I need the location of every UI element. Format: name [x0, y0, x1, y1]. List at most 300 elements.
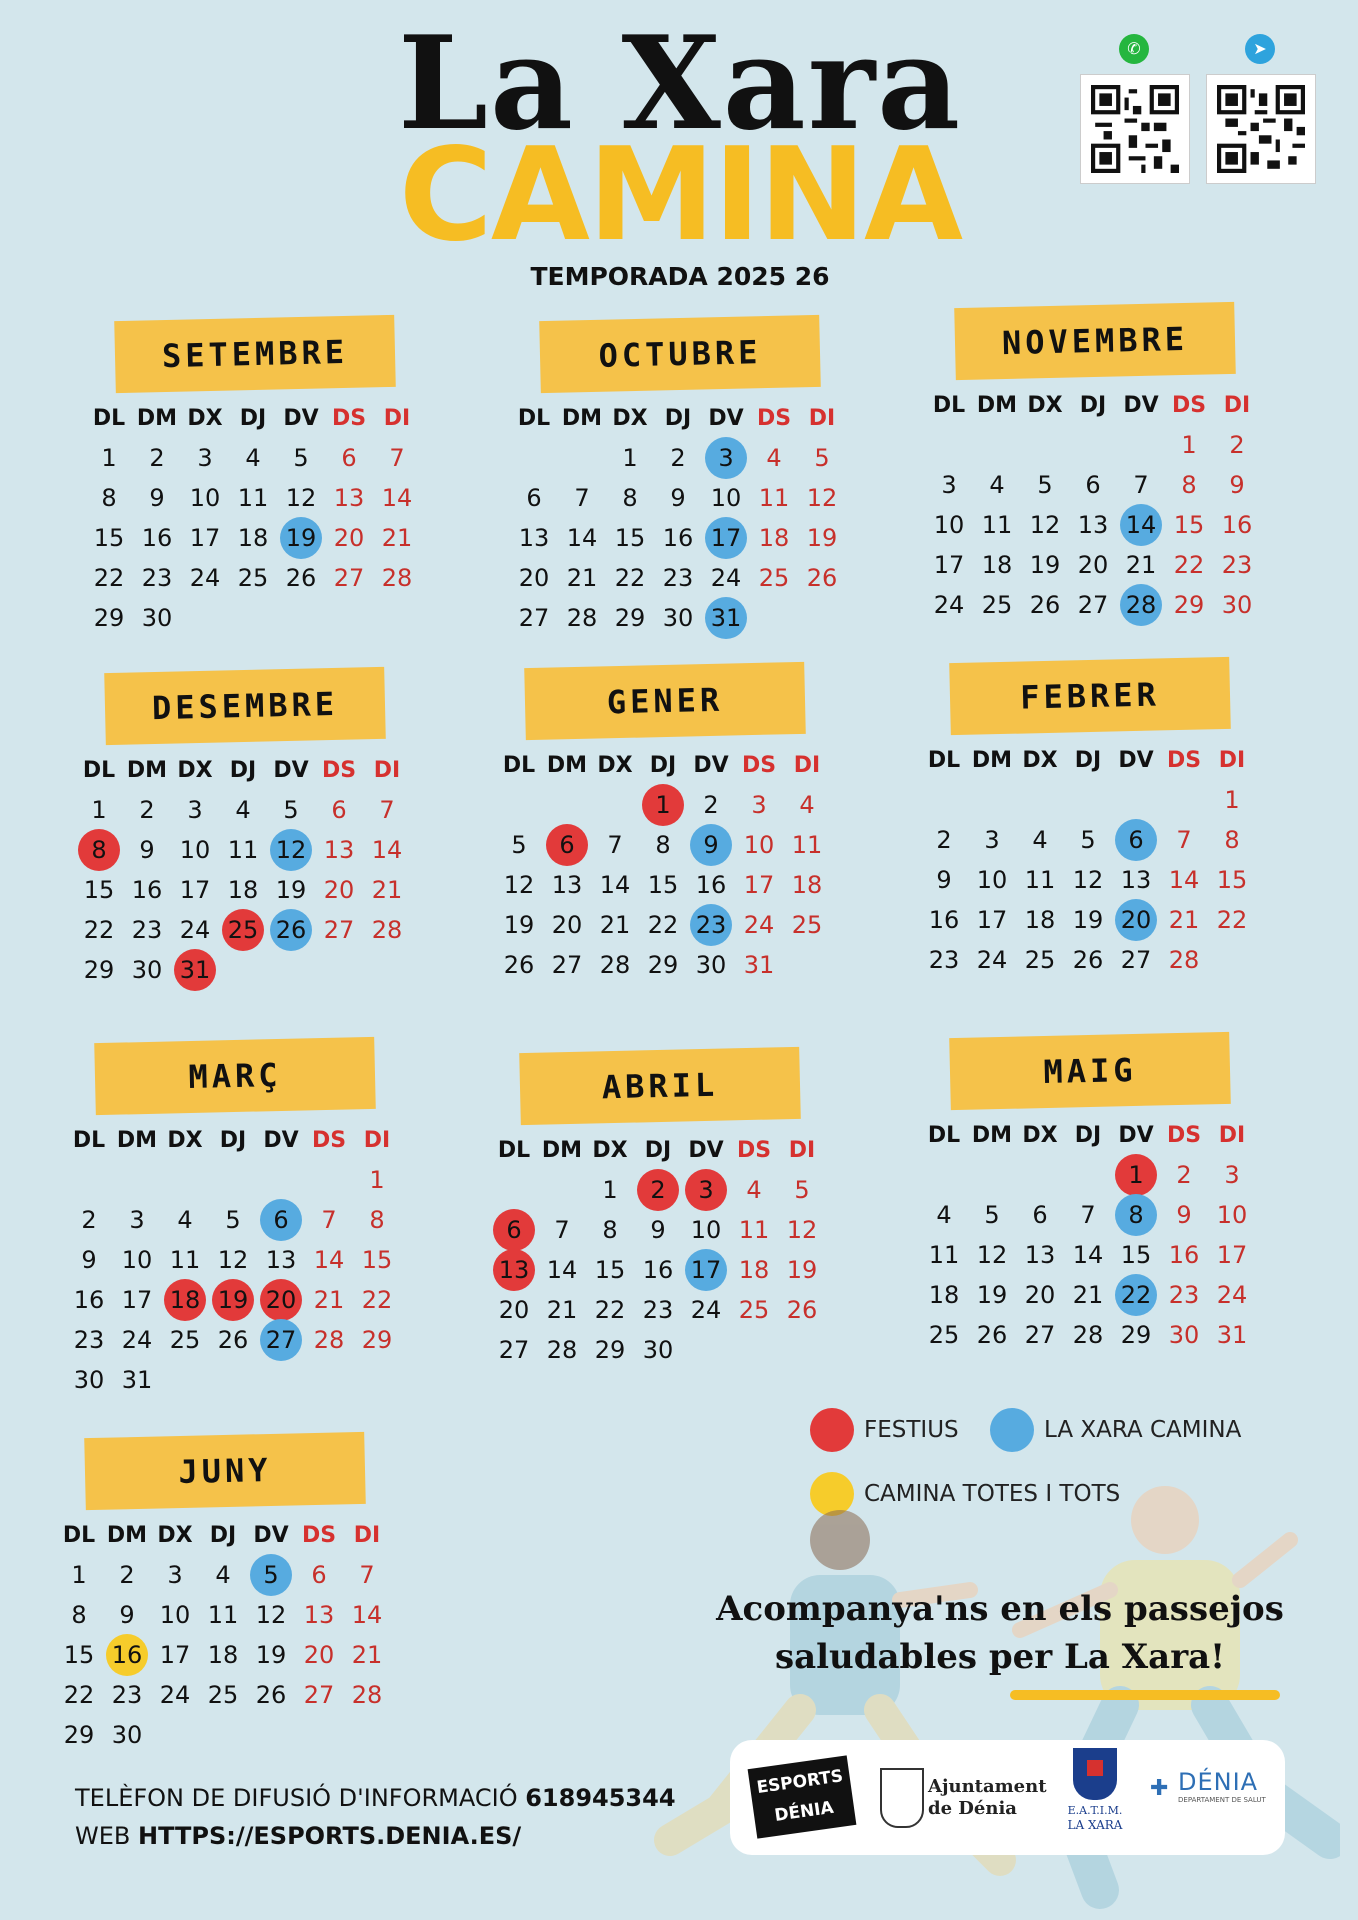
day-cell — [968, 1237, 1016, 1273]
day-number: 25 — [237, 564, 269, 592]
day-number: 12 — [285, 484, 317, 512]
day-number: 22 — [594, 1296, 626, 1324]
day-number: 10 — [159, 1601, 191, 1629]
day-cell — [103, 1677, 151, 1713]
day-cell — [65, 1242, 113, 1278]
weekday-header: DL — [82, 758, 116, 783]
walk-day-cell — [682, 1252, 730, 1288]
day-number: 19 — [786, 1256, 818, 1284]
denia-logo-subtitle: DEPARTAMENT DE SALUT — [1178, 1796, 1266, 1804]
day-cell — [702, 560, 750, 596]
empty-day-cell — [968, 1157, 1016, 1193]
day-cell — [1213, 427, 1261, 463]
day-cell — [199, 1557, 247, 1593]
day-number: 3 — [705, 437, 747, 479]
day-cell — [639, 867, 687, 903]
day-cell — [133, 520, 181, 556]
day-cell — [1016, 1237, 1064, 1273]
day-number: 14 — [313, 1246, 345, 1274]
day-cell — [113, 1242, 161, 1278]
day-number: 7 — [379, 796, 395, 824]
empty-day-cell — [1064, 1157, 1112, 1193]
day-number: 28 — [313, 1326, 345, 1354]
day-cell — [1165, 507, 1213, 543]
day-number: 13 — [303, 1601, 335, 1629]
day-cell — [1021, 507, 1069, 543]
day-cell — [538, 1332, 586, 1368]
day-cell — [1064, 1197, 1112, 1233]
day-number: 21 — [1125, 551, 1157, 579]
day-cell — [161, 1322, 209, 1358]
day-cell — [778, 1172, 826, 1208]
day-cell — [113, 1322, 161, 1358]
day-number: 6 — [311, 1561, 327, 1589]
day-cell — [1112, 862, 1160, 898]
weekday-header: DV — [708, 406, 744, 431]
day-cell — [103, 1597, 151, 1633]
day-cell — [1016, 862, 1064, 898]
day-number: 28 — [1168, 946, 1200, 974]
day-number: 21 — [1168, 906, 1200, 934]
holiday-day-cell — [634, 1172, 682, 1208]
telegram-qr[interactable] — [1206, 34, 1314, 184]
slogan — [700, 1585, 1300, 1681]
weekday-header: DV — [283, 406, 319, 431]
weekday-header: DS — [331, 406, 367, 431]
day-number: 15 — [63, 1641, 95, 1669]
day-number: 17 — [1216, 1241, 1248, 1269]
day-number: 27 — [518, 604, 550, 632]
day-cell — [973, 507, 1021, 543]
denia-logo-name: DÉNIA — [1178, 1768, 1259, 1796]
day-cell — [229, 480, 277, 516]
day-cell — [606, 480, 654, 516]
day-number: 14 — [1168, 866, 1200, 894]
day-number: 1 — [71, 1561, 87, 1589]
day-number: 12 — [255, 1601, 287, 1629]
day-cell — [123, 872, 171, 908]
day-number: 19 — [275, 876, 307, 904]
day-cell — [305, 1282, 353, 1318]
weekday-header: DI — [363, 1128, 391, 1153]
weekday-header: DV — [263, 1128, 299, 1153]
day-cell — [606, 560, 654, 596]
weekday-header: DV — [693, 753, 729, 778]
day-number: 2 — [149, 444, 165, 472]
day-cell — [1016, 942, 1064, 978]
day-cell — [247, 1677, 295, 1713]
weekday-header: DV — [273, 758, 309, 783]
day-number: 17 — [685, 1249, 727, 1291]
day-cell — [75, 872, 123, 908]
day-number: 29 — [647, 951, 679, 979]
whatsapp-qr[interactable] — [1080, 34, 1188, 184]
day-number: 27 — [303, 1681, 335, 1709]
day-cell — [123, 832, 171, 868]
day-cell — [1208, 1277, 1256, 1313]
day-number: 11 — [169, 1246, 201, 1274]
day-number: 1 — [101, 444, 117, 472]
day-number: 8 — [78, 829, 120, 871]
day-number: 27 — [260, 1319, 302, 1361]
day-cell — [1160, 942, 1208, 978]
day-cell — [1160, 822, 1208, 858]
departament-salut-cross-icon: ✚ — [1150, 1776, 1169, 1801]
day-number: 19 — [976, 1281, 1008, 1309]
day-number: 25 — [207, 1681, 239, 1709]
day-cell — [490, 1292, 538, 1328]
walk-day-cell — [702, 440, 750, 476]
day-cell — [315, 832, 363, 868]
day-number: 24 — [710, 564, 742, 592]
day-number: 11 — [227, 836, 259, 864]
day-cell — [161, 1242, 209, 1278]
day-number: 24 — [976, 946, 1008, 974]
day-number: 8 — [622, 484, 638, 512]
empty-day-cell — [920, 1157, 968, 1193]
day-cell — [65, 1202, 113, 1238]
weekday-header: DS — [1166, 748, 1202, 773]
day-number: 22 — [361, 1286, 393, 1314]
day-number: 10 — [976, 866, 1008, 894]
day-number: 2 — [936, 826, 952, 854]
day-number: 20 — [260, 1279, 302, 1321]
day-cell — [181, 480, 229, 516]
day-number: 3 — [187, 796, 203, 824]
day-cell — [1117, 467, 1165, 503]
day-cell — [925, 467, 973, 503]
walk-day-cell — [702, 600, 750, 636]
day-number: 20 — [1077, 551, 1109, 579]
day-number: 16 — [928, 906, 960, 934]
legend-label-holidays: FESTIUS — [864, 1417, 959, 1443]
weekday-header: DI — [353, 1523, 381, 1548]
empty-day-cell — [209, 1162, 257, 1198]
walk-day-cell — [1112, 822, 1160, 858]
day-cell — [920, 942, 968, 978]
day-cell — [920, 822, 968, 858]
empty-day-cell — [1117, 427, 1165, 463]
weekday-header: DX — [592, 1138, 628, 1163]
day-number: 9 — [1229, 471, 1245, 499]
day-number: 10 — [710, 484, 742, 512]
weekday-header: DS — [736, 1138, 772, 1163]
day-number: 25 — [738, 1296, 770, 1324]
day-number: 20 — [551, 911, 583, 939]
day-number: 15 — [614, 524, 646, 552]
day-cell — [920, 1277, 968, 1313]
empty-day-cell — [543, 787, 591, 823]
day-number: 2 — [1176, 1161, 1192, 1189]
day-number: 13 — [551, 871, 583, 899]
day-cell — [65, 1362, 113, 1398]
day-cell — [171, 832, 219, 868]
phone-number[interactable]: 618945344 — [525, 1784, 676, 1812]
day-cell — [1069, 547, 1117, 583]
day-number: 4 — [799, 791, 815, 819]
qr-code-whatsapp[interactable] — [1080, 74, 1190, 184]
day-number: 14 — [371, 836, 403, 864]
empty-day-cell — [495, 787, 543, 823]
day-cell — [151, 1637, 199, 1673]
day-cell — [373, 520, 421, 556]
weekday-header: DS — [1171, 393, 1207, 418]
legend-item-walks — [990, 1408, 1241, 1452]
day-number: 26 — [285, 564, 317, 592]
day-cell — [586, 1292, 634, 1328]
weekday-header: DL — [502, 753, 536, 778]
day-number: 3 — [129, 1206, 145, 1234]
month-calendar — [55, 1435, 395, 1753]
weekday-header: DL — [932, 393, 966, 418]
day-cell — [1165, 547, 1213, 583]
day-cell — [209, 1242, 257, 1278]
empty-day-cell — [920, 782, 968, 818]
weekday-header: DJ — [239, 406, 267, 431]
day-number: 4 — [245, 444, 261, 472]
day-number: 23 — [1168, 1281, 1200, 1309]
day-number: 23 — [111, 1681, 143, 1709]
weekday-header: DM — [561, 406, 603, 431]
day-number: 3 — [984, 826, 1000, 854]
day-number: 21 — [381, 524, 413, 552]
day-cell — [968, 1317, 1016, 1353]
holiday-day-cell — [161, 1282, 209, 1318]
holiday-day-cell — [543, 827, 591, 863]
month-calendar — [920, 660, 1260, 978]
empty-day-cell — [113, 1162, 161, 1198]
day-number: 19 — [1072, 906, 1104, 934]
day-number: 21 — [566, 564, 598, 592]
month-title: OCTUBRE — [539, 315, 821, 393]
day-number: 21 — [1072, 1281, 1104, 1309]
day-number: 2 — [139, 796, 155, 824]
weekday-header: DM — [136, 406, 178, 431]
day-number: 24 — [189, 564, 221, 592]
contact-phone — [75, 1784, 676, 1812]
day-cell — [1160, 1157, 1208, 1193]
denia-departament-salut-logo — [1178, 1768, 1266, 1804]
day-number: 11 — [237, 484, 269, 512]
day-number: 20 — [498, 1296, 530, 1324]
empty-day-cell — [925, 427, 973, 463]
day-cell — [543, 867, 591, 903]
day-cell — [161, 1202, 209, 1238]
day-cell — [295, 1637, 343, 1673]
walk-day-cell — [247, 1557, 295, 1593]
holiday-day-cell — [639, 787, 687, 823]
day-cell — [920, 902, 968, 938]
day-number: 20 — [333, 524, 365, 552]
day-number: 27 — [323, 916, 355, 944]
month-title: JUNY — [84, 1432, 366, 1510]
month-day-grid — [75, 754, 415, 988]
title-line-2: CAMINA — [398, 121, 962, 270]
day-cell — [1016, 902, 1064, 938]
day-number: 20 — [518, 564, 550, 592]
day-number: 28 — [599, 951, 631, 979]
day-cell — [968, 862, 1016, 898]
weekday-header: DL — [497, 1138, 531, 1163]
day-cell — [735, 867, 783, 903]
day-number: 2 — [1229, 431, 1245, 459]
day-cell — [363, 832, 411, 868]
day-cell — [538, 1252, 586, 1288]
day-cell — [558, 600, 606, 636]
weekday-header: DV — [1118, 1123, 1154, 1148]
day-cell — [113, 1282, 161, 1318]
day-number: 16 — [1168, 1241, 1200, 1269]
ajuntament-logo-line-2: de Dénia — [928, 1798, 1017, 1819]
day-number: 25 — [222, 909, 264, 951]
day-cell — [750, 560, 798, 596]
day-cell — [558, 560, 606, 596]
day-number: 26 — [217, 1326, 249, 1354]
day-cell — [730, 1292, 778, 1328]
weekday-header: DS — [321, 758, 357, 783]
month-title: FEBRER — [949, 657, 1231, 735]
day-cell — [586, 1252, 634, 1288]
day-cell — [586, 1332, 634, 1368]
holiday-day-cell — [257, 1282, 305, 1318]
day-number: 6 — [1115, 819, 1157, 861]
day-number: 11 — [791, 831, 823, 859]
day-cell — [123, 912, 171, 948]
walk-day-cell — [257, 1322, 305, 1358]
day-number: 15 — [1173, 511, 1205, 539]
day-cell — [113, 1202, 161, 1238]
day-number: 10 — [179, 836, 211, 864]
empty-day-cell — [591, 787, 639, 823]
day-cell — [1165, 467, 1213, 503]
day-number: 9 — [139, 836, 155, 864]
day-number: 9 — [650, 1216, 666, 1244]
day-cell — [295, 1557, 343, 1593]
day-number: 18 — [1024, 906, 1056, 934]
day-number: 3 — [1224, 1161, 1240, 1189]
day-number: 19 — [806, 524, 838, 552]
day-number: 14 — [546, 1256, 578, 1284]
day-number: 3 — [685, 1169, 727, 1211]
weekday-header: DX — [157, 1523, 193, 1548]
day-number: 31 — [174, 949, 216, 991]
day-number: 8 — [71, 1601, 87, 1629]
day-number: 13 — [1077, 511, 1109, 539]
whatsapp-icon: ✆ — [1119, 34, 1149, 64]
day-number: 5 — [225, 1206, 241, 1234]
day-cell — [735, 947, 783, 983]
day-cell — [510, 560, 558, 596]
day-number: 10 — [743, 831, 775, 859]
day-cell — [682, 1212, 730, 1248]
day-cell — [151, 1677, 199, 1713]
day-number: 6 — [1032, 1201, 1048, 1229]
walk-day-cell — [1117, 587, 1165, 623]
holiday-day-cell — [490, 1252, 538, 1288]
day-number: 15 — [93, 524, 125, 552]
day-number: 6 — [341, 444, 357, 472]
day-number: 30 — [1221, 591, 1253, 619]
day-number: 10 — [1216, 1201, 1248, 1229]
day-number: 4 — [215, 1561, 231, 1589]
day-cell — [1021, 467, 1069, 503]
day-number: 24 — [743, 911, 775, 939]
day-cell — [85, 600, 133, 636]
day-number: 16 — [642, 1256, 674, 1284]
day-number: 17 — [933, 551, 965, 579]
day-number: 4 — [235, 796, 251, 824]
day-number: 28 — [1120, 584, 1162, 626]
day-cell — [353, 1202, 401, 1238]
day-number: 16 — [73, 1286, 105, 1314]
day-number: 21 — [599, 911, 631, 939]
day-number: 22 — [1173, 551, 1205, 579]
weekday-header: DM — [976, 393, 1018, 418]
day-cell — [798, 520, 846, 556]
day-number: 3 — [167, 1561, 183, 1589]
day-number: 13 — [323, 836, 355, 864]
day-cell — [75, 792, 123, 828]
day-cell — [1021, 587, 1069, 623]
slogan-line-1: Acompanya'ns en els passejos — [716, 1589, 1284, 1629]
day-cell — [1165, 587, 1213, 623]
day-cell — [1160, 1197, 1208, 1233]
qr-code-telegram[interactable] — [1206, 74, 1316, 184]
day-number: 29 — [614, 604, 646, 632]
day-number: 5 — [794, 1176, 810, 1204]
day-cell — [75, 912, 123, 948]
day-cell — [1208, 1197, 1256, 1233]
day-cell — [591, 907, 639, 943]
day-number: 1 — [1224, 786, 1240, 814]
day-cell — [920, 1237, 968, 1273]
day-number: 5 — [250, 1554, 292, 1596]
day-number: 26 — [503, 951, 535, 979]
day-number: 22 — [647, 911, 679, 939]
day-number: 1 — [1181, 431, 1197, 459]
day-cell — [133, 480, 181, 516]
day-number: 30 — [111, 1721, 143, 1749]
day-number: 27 — [498, 1336, 530, 1364]
empty-day-cell — [1016, 1157, 1064, 1193]
day-cell — [295, 1677, 343, 1713]
day-cell — [219, 792, 267, 828]
day-number: 25 — [981, 591, 1013, 619]
day-number: 31 — [121, 1366, 153, 1394]
day-number: 16 — [662, 524, 694, 552]
day-number: 7 — [607, 831, 623, 859]
web-link[interactable]: HTTPS://ESPORTS.DENIA.ES/ — [138, 1822, 522, 1850]
walk-day-cell — [687, 827, 735, 863]
day-cell — [1064, 862, 1112, 898]
day-number: 30 — [695, 951, 727, 979]
contact-web — [75, 1822, 521, 1850]
day-number: 5 — [984, 1201, 1000, 1229]
day-number: 15 — [361, 1246, 393, 1274]
day-number: 23 — [141, 564, 173, 592]
day-number: 20 — [1115, 899, 1157, 941]
day-cell — [558, 520, 606, 556]
empty-day-cell — [1064, 782, 1112, 818]
legend-label-all: CAMINA TOTES I TOTS — [864, 1481, 1121, 1507]
day-cell — [219, 832, 267, 868]
day-cell — [968, 1277, 1016, 1313]
month-day-grid — [920, 744, 1260, 978]
day-cell — [343, 1677, 391, 1713]
day-cell — [783, 787, 831, 823]
day-number: 18 — [227, 876, 259, 904]
day-number: 27 — [1077, 591, 1109, 619]
